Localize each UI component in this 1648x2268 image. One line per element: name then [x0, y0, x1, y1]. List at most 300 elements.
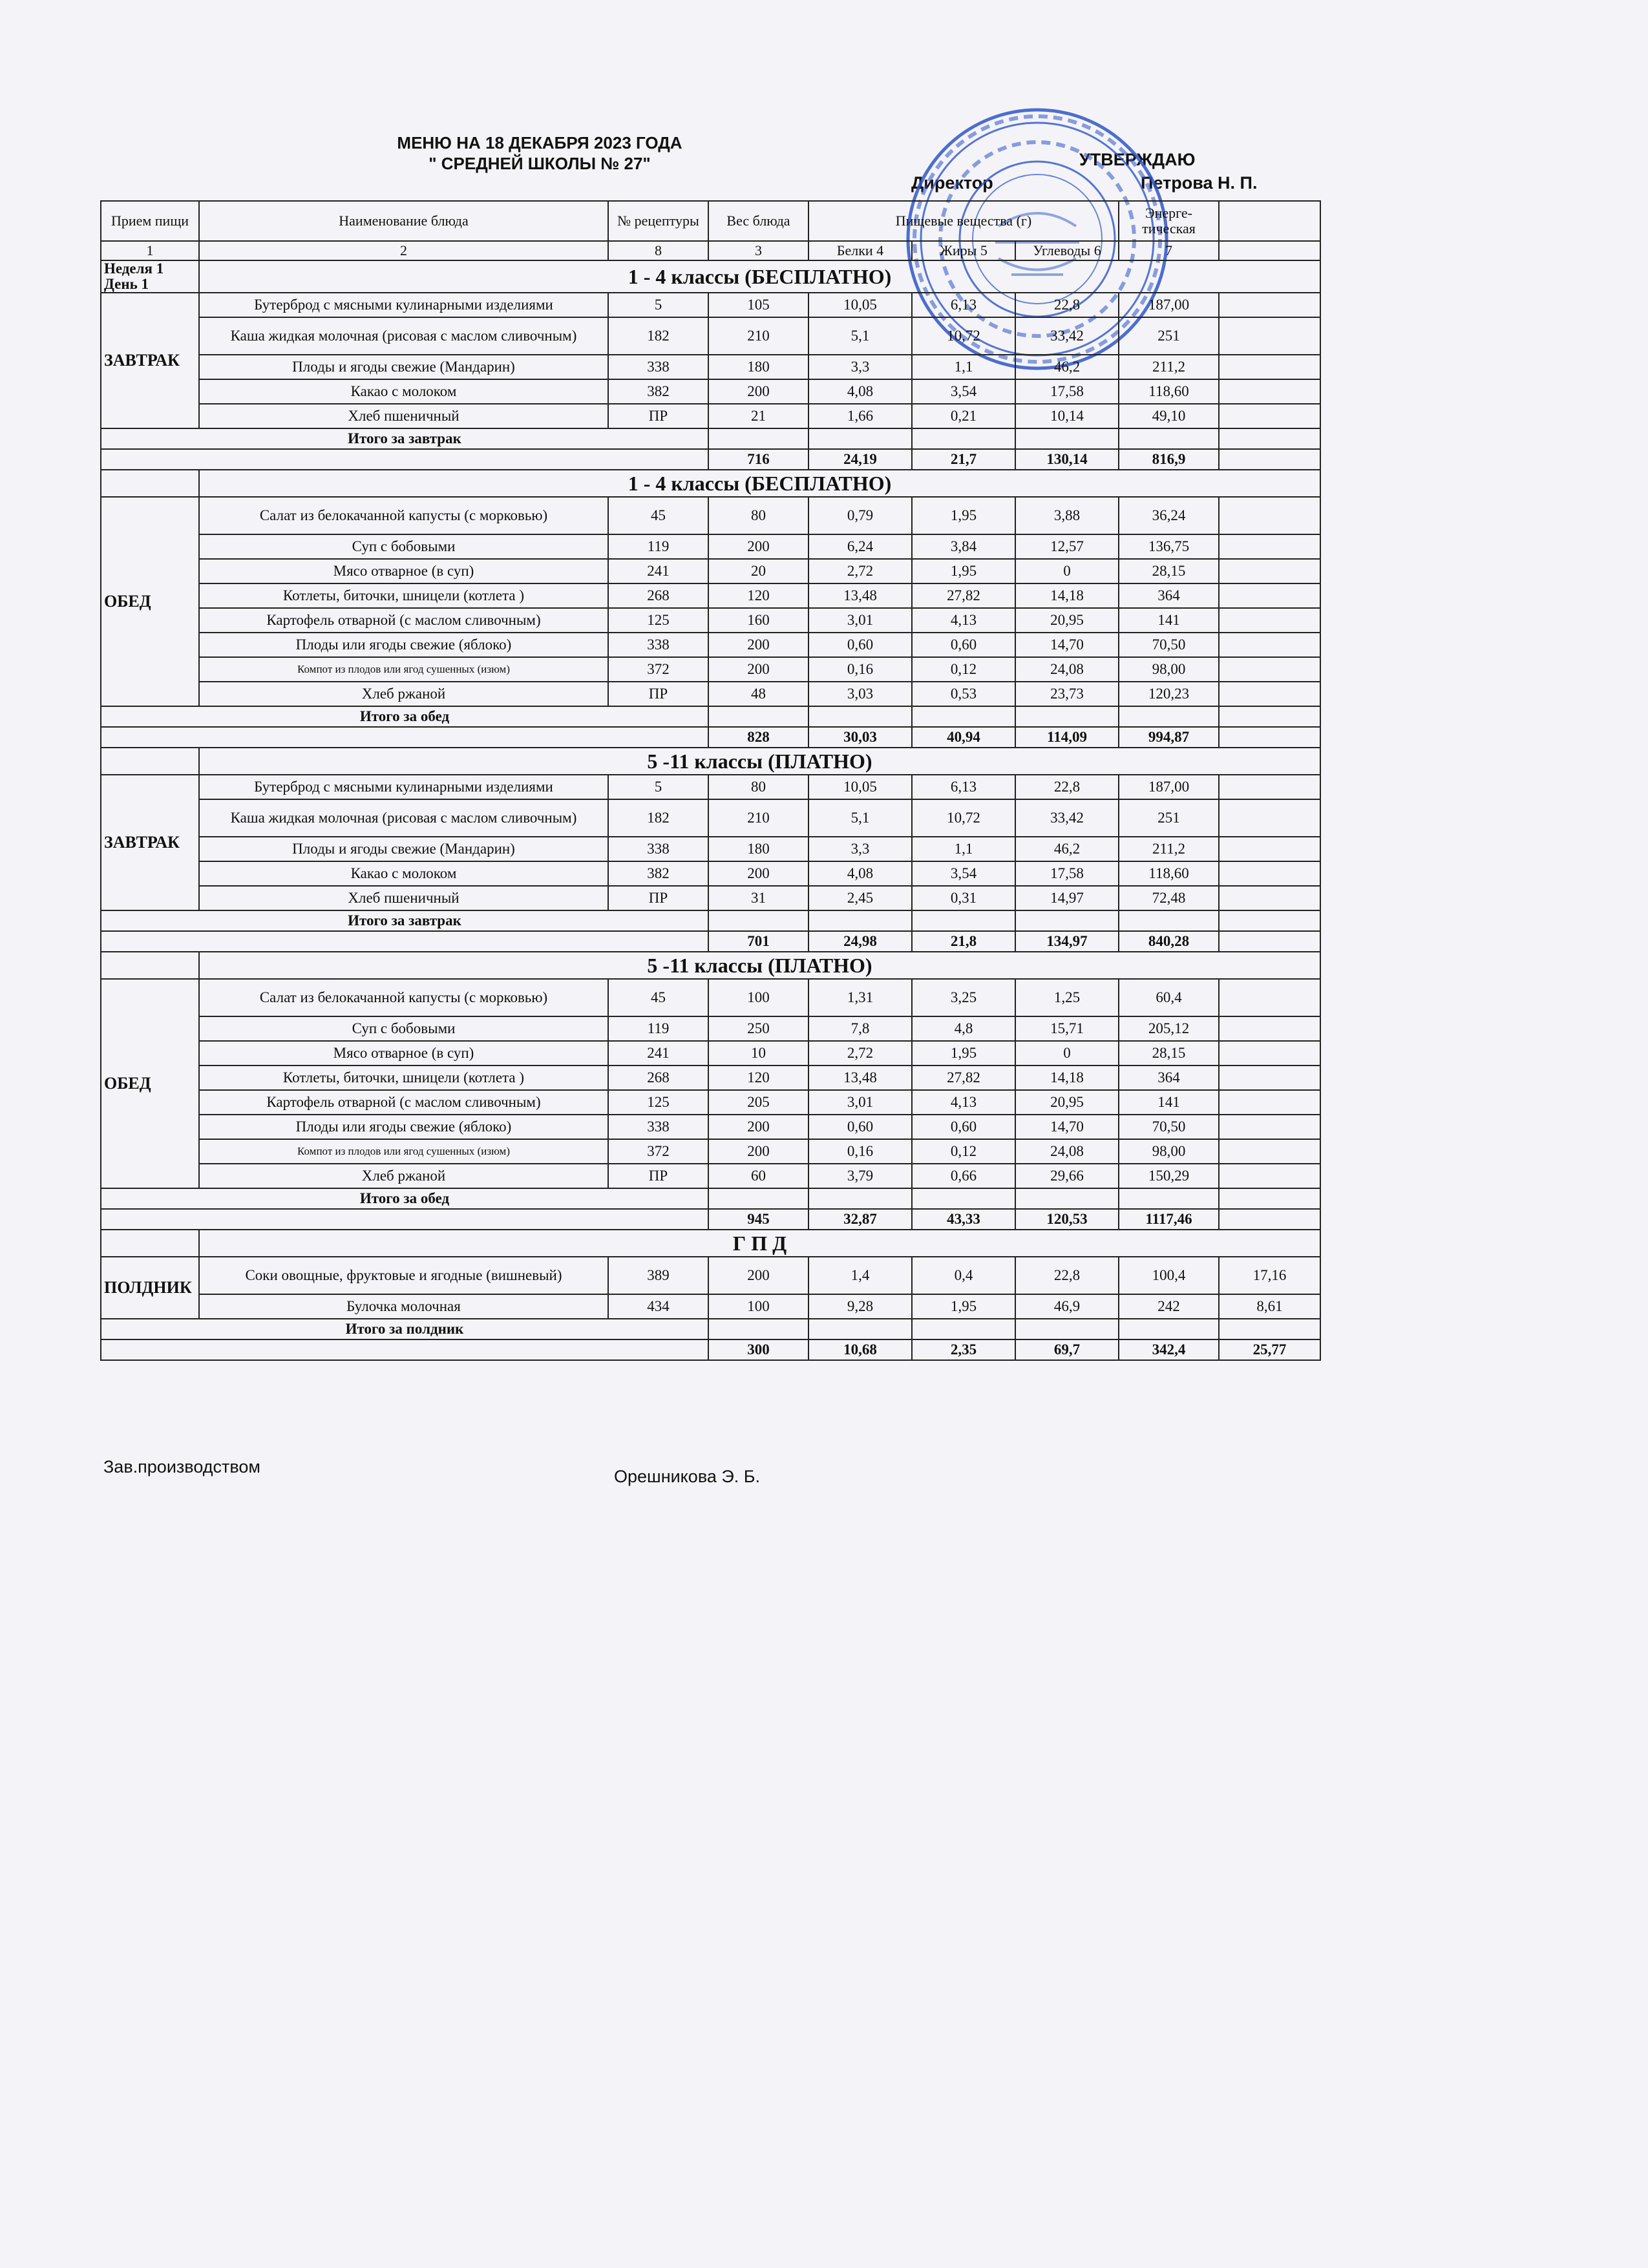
total-extra [1219, 727, 1320, 748]
total-values-blank [101, 1339, 708, 1360]
dish-recipe: 119 [608, 534, 708, 559]
dish-carbs: 20,95 [1015, 608, 1119, 633]
total-blank [1119, 1319, 1219, 1339]
dish-extra [1219, 1066, 1320, 1090]
dish-extra [1219, 534, 1320, 559]
total-fat: 40,94 [912, 727, 1015, 748]
dish-weight: 160 [708, 608, 808, 633]
total-carbs: 134,97 [1015, 931, 1119, 952]
dish-protein: 4,08 [808, 861, 912, 886]
dish-carbs: 23,73 [1015, 682, 1119, 706]
dish-protein: 10,05 [808, 293, 912, 317]
total-blank [1119, 706, 1219, 727]
dish-weight: 205 [708, 1090, 808, 1115]
meal-type-cell: ПОЛДНИК [101, 1257, 199, 1319]
dish-name: Хлеб пшеничный [199, 404, 608, 428]
title-line-1: МЕНЮ НА 18 ДЕКАБРЯ 2023 ГОДА [397, 133, 682, 152]
dish-extra [1219, 861, 1320, 886]
menu-item-row [101, 1090, 1320, 1115]
dish-recipe: ПР [608, 1164, 708, 1188]
dish-name: Какао с молоком [199, 861, 608, 886]
dish-weight: 200 [708, 657, 808, 682]
dish-name: Картофель отварной (с маслом сливочным) [199, 1090, 608, 1115]
dish-name: Плоды или ягоды свежие (яблоко) [199, 633, 608, 657]
section-heading-row [101, 470, 1320, 497]
dish-weight: 20 [708, 559, 808, 583]
day-label: День 1 [104, 276, 149, 292]
dish-extra [1219, 559, 1320, 583]
col-extra [1219, 201, 1320, 241]
meal-type-cell: ОБЕД [101, 497, 199, 706]
total-blank [1119, 910, 1219, 931]
dish-fat: 0,12 [912, 657, 1015, 682]
dish-carbs: 1,25 [1015, 979, 1119, 1016]
total-blank [912, 1319, 1015, 1339]
dish-weight: 180 [708, 355, 808, 379]
col-meal: Прием пищи [101, 201, 199, 241]
col-num-4: 4 [876, 242, 884, 258]
dish-name: Какао с молоком [199, 379, 608, 404]
dish-carbs: 33,42 [1015, 799, 1119, 837]
dish-recipe: ПР [608, 404, 708, 428]
total-blank [808, 1319, 912, 1339]
dish-recipe: ПР [608, 682, 708, 706]
total-blank [1119, 1188, 1219, 1209]
menu-item-row [101, 633, 1320, 657]
total-blank [912, 706, 1015, 727]
total-fat: 2,35 [912, 1339, 1015, 1360]
total-label: Итого за завтрак [101, 428, 708, 449]
menu-item-row [101, 1164, 1320, 1188]
dish-name: Котлеты, биточки, шницели (котлета ) [199, 583, 608, 608]
dish-weight: 210 [708, 317, 808, 355]
total-protein: 24,98 [808, 931, 912, 952]
total-blank [1219, 706, 1320, 727]
dish-name: Котлеты, биточки, шницели (котлета ) [199, 1066, 608, 1090]
dish-carbs: 20,95 [1015, 1090, 1119, 1115]
dish-recipe: 125 [608, 608, 708, 633]
menu-item-row [101, 861, 1320, 886]
col-recipe: № рецептуры [608, 201, 708, 241]
section-heading-row [101, 260, 1320, 293]
dish-recipe: 268 [608, 1066, 708, 1090]
dish-energy: 141 [1119, 608, 1219, 633]
dish-fat: 0,53 [912, 682, 1015, 706]
dish-carbs: 14,97 [1015, 886, 1119, 910]
dish-energy: 120,23 [1119, 682, 1219, 706]
section-heading-row [101, 952, 1320, 979]
dish-weight: 60 [708, 1164, 808, 1188]
dish-protein: 1,4 [808, 1257, 912, 1294]
dish-protein: 0,60 [808, 633, 912, 657]
dish-weight: 100 [708, 979, 808, 1016]
dish-name: Суп с бобовыми [199, 1016, 608, 1041]
menu-item-row [101, 293, 1320, 317]
total-extra [1219, 449, 1320, 470]
approve-label: УТВЕРЖДАЮ [1079, 150, 1196, 169]
col-num-5: 5 [980, 242, 988, 258]
total-carbs: 120,53 [1015, 1209, 1119, 1230]
dish-fat: 6,13 [912, 775, 1015, 799]
section-heading: Г П Д [199, 1230, 1320, 1257]
dish-extra [1219, 1164, 1320, 1188]
dish-carbs: 17,58 [1015, 379, 1119, 404]
total-fat: 43,33 [912, 1209, 1015, 1230]
dish-recipe: 382 [608, 379, 708, 404]
menu-item-row [101, 886, 1320, 910]
dish-fat: 3,84 [912, 534, 1015, 559]
dish-carbs: 3,88 [1015, 497, 1119, 534]
dish-fat: 0,31 [912, 886, 1015, 910]
dish-name: Мясо отварное (в суп) [199, 1041, 608, 1066]
dish-energy: 36,24 [1119, 497, 1219, 534]
dish-protein: 3,3 [808, 837, 912, 861]
total-blank [1015, 1319, 1119, 1339]
dish-fat: 4,13 [912, 1090, 1015, 1115]
dish-fat: 10,72 [912, 317, 1015, 355]
dish-name: Бутерброд с мясными кулинарными изделиями [199, 775, 608, 799]
total-blank [708, 706, 808, 727]
col-fat-label: Жиры [940, 242, 977, 258]
total-blank [1219, 428, 1320, 449]
dish-fat: 1,1 [912, 355, 1015, 379]
menu-item-row [101, 534, 1320, 559]
dish-weight: 80 [708, 497, 808, 534]
dish-name: Соки овощные, фруктовые и ягодные (вишневый) [199, 1257, 608, 1294]
dish-weight: 48 [708, 682, 808, 706]
menu-title [359, 132, 721, 174]
dish-energy: 211,2 [1119, 837, 1219, 861]
total-blank [1219, 1319, 1320, 1339]
section-heading-row [101, 1230, 1320, 1257]
dish-energy: 70,50 [1119, 1115, 1219, 1139]
total-blank [912, 1188, 1015, 1209]
dish-fat: 10,72 [912, 799, 1015, 837]
dish-extra [1219, 837, 1320, 861]
total-label: Итого за завтрак [101, 910, 708, 931]
dish-energy: 136,75 [1119, 534, 1219, 559]
dish-fat: 0,4 [912, 1257, 1015, 1294]
menu-item-row [101, 497, 1320, 534]
dish-name: Каша жидкая молочная (рисовая с маслом сливочным) [199, 317, 608, 355]
dish-weight: 200 [708, 1115, 808, 1139]
total-energy: 994,87 [1119, 727, 1219, 748]
dish-recipe: 372 [608, 1139, 708, 1164]
dish-extra [1219, 775, 1320, 799]
total-blank [1015, 428, 1119, 449]
menu-item-row [101, 682, 1320, 706]
dish-protein: 7,8 [808, 1016, 912, 1041]
col-num-3: 3 [708, 241, 808, 260]
dish-protein: 3,01 [808, 608, 912, 633]
total-label-row [101, 910, 1320, 931]
dish-protein: 3,03 [808, 682, 912, 706]
total-fat: 21,7 [912, 449, 1015, 470]
dish-fat: 27,82 [912, 1066, 1015, 1090]
col-num-6: 6 [1093, 242, 1101, 258]
total-extra: 25,77 [1219, 1339, 1320, 1360]
dish-extra [1219, 379, 1320, 404]
meal-type-cell: ЗАВТРАК [101, 775, 199, 910]
col-num-8: 8 [608, 241, 708, 260]
dish-name: Хлеб ржаной [199, 682, 608, 706]
dish-energy: 187,00 [1119, 293, 1219, 317]
dish-recipe: 338 [608, 355, 708, 379]
dish-fat: 0,21 [912, 404, 1015, 428]
dish-recipe: 434 [608, 1294, 708, 1319]
menu-item-row [101, 837, 1320, 861]
total-carbs: 69,7 [1015, 1339, 1119, 1360]
dish-extra [1219, 355, 1320, 379]
dish-carbs: 46,9 [1015, 1294, 1119, 1319]
dish-carbs: 24,08 [1015, 1139, 1119, 1164]
dish-fat: 0,60 [912, 633, 1015, 657]
dish-carbs: 22,8 [1015, 293, 1119, 317]
dish-energy: 28,15 [1119, 559, 1219, 583]
dish-energy: 98,00 [1119, 657, 1219, 682]
dish-energy: 100,4 [1119, 1257, 1219, 1294]
dish-extra [1219, 293, 1320, 317]
dish-energy: 242 [1119, 1294, 1219, 1319]
dish-recipe: 119 [608, 1016, 708, 1041]
col-weight: Вес блюда [708, 201, 808, 241]
dish-extra [1219, 1041, 1320, 1066]
menu-item-row [101, 559, 1320, 583]
menu-item-row [101, 1294, 1320, 1319]
dish-name: Картофель отварной (с маслом сливочным) [199, 608, 608, 633]
dish-carbs: 12,57 [1015, 534, 1119, 559]
dish-energy: 187,00 [1119, 775, 1219, 799]
dish-carbs: 22,8 [1015, 1257, 1119, 1294]
menu-item-row [101, 355, 1320, 379]
dish-carbs: 15,71 [1015, 1016, 1119, 1041]
dish-energy: 118,60 [1119, 379, 1219, 404]
dish-energy: 28,15 [1119, 1041, 1219, 1066]
col-name: Наименование блюда [199, 201, 608, 241]
total-blank [1119, 428, 1219, 449]
dish-recipe: 382 [608, 861, 708, 886]
section-blank-cell [101, 470, 199, 497]
header-numbers-row [101, 241, 1320, 260]
footer-name: Орешникова Э. Б. [614, 1467, 761, 1486]
dish-protein: 6,24 [808, 534, 912, 559]
dish-name: Салат из белокачанной капусты (с морковью) [199, 497, 608, 534]
total-values-row [101, 449, 1320, 470]
dish-protein: 3,3 [808, 355, 912, 379]
dish-fat: 6,13 [912, 293, 1015, 317]
total-weight: 828 [708, 727, 808, 748]
col-nutrients: Пищевые вещества (г) [808, 201, 1119, 241]
total-energy: 840,28 [1119, 931, 1219, 952]
dish-extra: 17,16 [1219, 1257, 1320, 1294]
dish-name: Салат из белокачанной капусты (с морковью) [199, 979, 608, 1016]
total-values-row [101, 1339, 1320, 1360]
dish-extra [1219, 608, 1320, 633]
dish-fat: 1,1 [912, 837, 1015, 861]
total-extra [1219, 931, 1320, 952]
dish-extra [1219, 497, 1320, 534]
dish-protein: 9,28 [808, 1294, 912, 1319]
dish-carbs: 33,42 [1015, 317, 1119, 355]
col-num-7: 7 [1119, 241, 1219, 260]
dish-fat: 1,95 [912, 1041, 1015, 1066]
dish-carbs: 14,70 [1015, 633, 1119, 657]
dish-energy: 98,00 [1119, 1139, 1219, 1164]
total-label-row [101, 1188, 1320, 1209]
dish-name: Суп с бобовыми [199, 534, 608, 559]
dish-carbs: 14,70 [1015, 1115, 1119, 1139]
dish-energy: 205,12 [1119, 1016, 1219, 1041]
dish-name: Хлеб ржаной [199, 1164, 608, 1188]
total-carbs: 114,09 [1015, 727, 1119, 748]
total-protein: 30,03 [808, 727, 912, 748]
section-heading-row [101, 748, 1320, 775]
total-weight: 300 [708, 1339, 808, 1360]
dish-extra [1219, 583, 1320, 608]
menu-item-row [101, 583, 1320, 608]
total-extra [1219, 1209, 1320, 1230]
total-values-blank [101, 931, 708, 952]
total-energy: 816,9 [1119, 449, 1219, 470]
dish-recipe: 338 [608, 837, 708, 861]
dish-protein: 10,05 [808, 775, 912, 799]
total-blank [708, 910, 808, 931]
dish-recipe: 5 [608, 775, 708, 799]
menu-item-row [101, 379, 1320, 404]
total-protein: 10,68 [808, 1339, 912, 1360]
dish-protein: 2,72 [808, 1041, 912, 1066]
total-label-row [101, 706, 1320, 727]
col-protein [808, 241, 912, 260]
dish-energy: 251 [1119, 317, 1219, 355]
section-heading: 1 - 4 классы (БЕСПЛАТНО) [199, 260, 1320, 293]
dish-protein: 13,48 [808, 583, 912, 608]
dish-recipe: 268 [608, 583, 708, 608]
dish-protein: 5,1 [808, 317, 912, 355]
total-fat: 21,8 [912, 931, 1015, 952]
total-protein: 32,87 [808, 1209, 912, 1230]
total-blank [912, 910, 1015, 931]
dish-energy: 49,10 [1119, 404, 1219, 428]
dish-recipe: 241 [608, 1041, 708, 1066]
menu-item-row [101, 1115, 1320, 1139]
menu-item-row [101, 1139, 1320, 1164]
dish-name: Плоды и ягоды свежие (Мандарин) [199, 355, 608, 379]
dish-protein: 1,66 [808, 404, 912, 428]
dish-weight: 80 [708, 775, 808, 799]
dish-weight: 180 [708, 837, 808, 861]
total-blank [1219, 910, 1320, 931]
total-blank [912, 428, 1015, 449]
week-label: Неделя 1 [104, 260, 164, 277]
dish-extra [1219, 682, 1320, 706]
dish-fat: 4,13 [912, 608, 1015, 633]
total-values-row [101, 931, 1320, 952]
col-num-2: 2 [199, 241, 608, 260]
section-heading: 5 -11 классы (ПЛАТНО) [199, 748, 1320, 775]
dish-recipe: 45 [608, 979, 708, 1016]
menu-table [100, 200, 1321, 1361]
dish-fat: 1,95 [912, 1294, 1015, 1319]
menu-item-row [101, 775, 1320, 799]
total-protein: 24,19 [808, 449, 912, 470]
dish-carbs: 0 [1015, 559, 1119, 583]
dish-protein: 13,48 [808, 1066, 912, 1090]
dish-protein: 3,79 [808, 1164, 912, 1188]
dish-energy: 70,50 [1119, 633, 1219, 657]
menu-item-row [101, 317, 1320, 355]
dish-name: Бутерброд с мясными кулинарными изделиями [199, 293, 608, 317]
total-blank [708, 1188, 808, 1209]
meal-type-cell: ЗАВТРАК [101, 293, 199, 428]
dish-carbs: 29,66 [1015, 1164, 1119, 1188]
dish-extra: 8,61 [1219, 1294, 1320, 1319]
dish-fat: 1,95 [912, 497, 1015, 534]
menu-item-row [101, 657, 1320, 682]
dish-protein: 5,1 [808, 799, 912, 837]
dish-recipe: 372 [608, 657, 708, 682]
dish-recipe: 182 [608, 799, 708, 837]
total-values-blank [101, 727, 708, 748]
dish-extra [1219, 633, 1320, 657]
menu-item-row [101, 1041, 1320, 1066]
col-carbs [1015, 241, 1119, 260]
dish-recipe: 338 [608, 1115, 708, 1139]
total-weight: 701 [708, 931, 808, 952]
menu-item-row [101, 799, 1320, 837]
dish-fat: 3,25 [912, 979, 1015, 1016]
section-heading: 1 - 4 классы (БЕСПЛАТНО) [199, 470, 1320, 497]
dish-weight: 250 [708, 1016, 808, 1041]
dish-recipe: 182 [608, 317, 708, 355]
dish-energy: 251 [1119, 799, 1219, 837]
dish-fat: 0,12 [912, 1139, 1015, 1164]
dish-fat: 3,54 [912, 861, 1015, 886]
total-label: Итого за обед [101, 706, 708, 727]
dish-carbs: 22,8 [1015, 775, 1119, 799]
dish-energy: 141 [1119, 1090, 1219, 1115]
dish-energy: 364 [1119, 583, 1219, 608]
dish-recipe: 45 [608, 497, 708, 534]
total-label: Итого за полдник [101, 1319, 708, 1339]
dish-name: Хлеб пшеничный [199, 886, 608, 910]
total-carbs: 130,14 [1015, 449, 1119, 470]
menu-item-row [101, 1066, 1320, 1090]
dish-fat: 0,60 [912, 1115, 1015, 1139]
dish-protein: 4,08 [808, 379, 912, 404]
dish-carbs: 17,58 [1015, 861, 1119, 886]
total-values-row [101, 727, 1320, 748]
week-day-cell [101, 260, 199, 293]
dish-fat: 1,95 [912, 559, 1015, 583]
header-row [101, 201, 1320, 241]
dish-weight: 200 [708, 1139, 808, 1164]
footer-position: Зав.производством [103, 1457, 260, 1476]
total-blank [808, 428, 912, 449]
dish-extra [1219, 979, 1320, 1016]
col-fat [912, 241, 1015, 260]
total-label-row [101, 1319, 1320, 1339]
dish-energy: 150,29 [1119, 1164, 1219, 1188]
dish-protein: 0,60 [808, 1115, 912, 1139]
total-energy: 1117,46 [1119, 1209, 1219, 1230]
dish-carbs: 10,14 [1015, 404, 1119, 428]
dish-protein: 2,72 [808, 559, 912, 583]
dish-carbs: 14,18 [1015, 1066, 1119, 1090]
total-label: Итого за обед [101, 1188, 708, 1209]
section-blank-cell [101, 748, 199, 775]
dish-energy: 118,60 [1119, 861, 1219, 886]
